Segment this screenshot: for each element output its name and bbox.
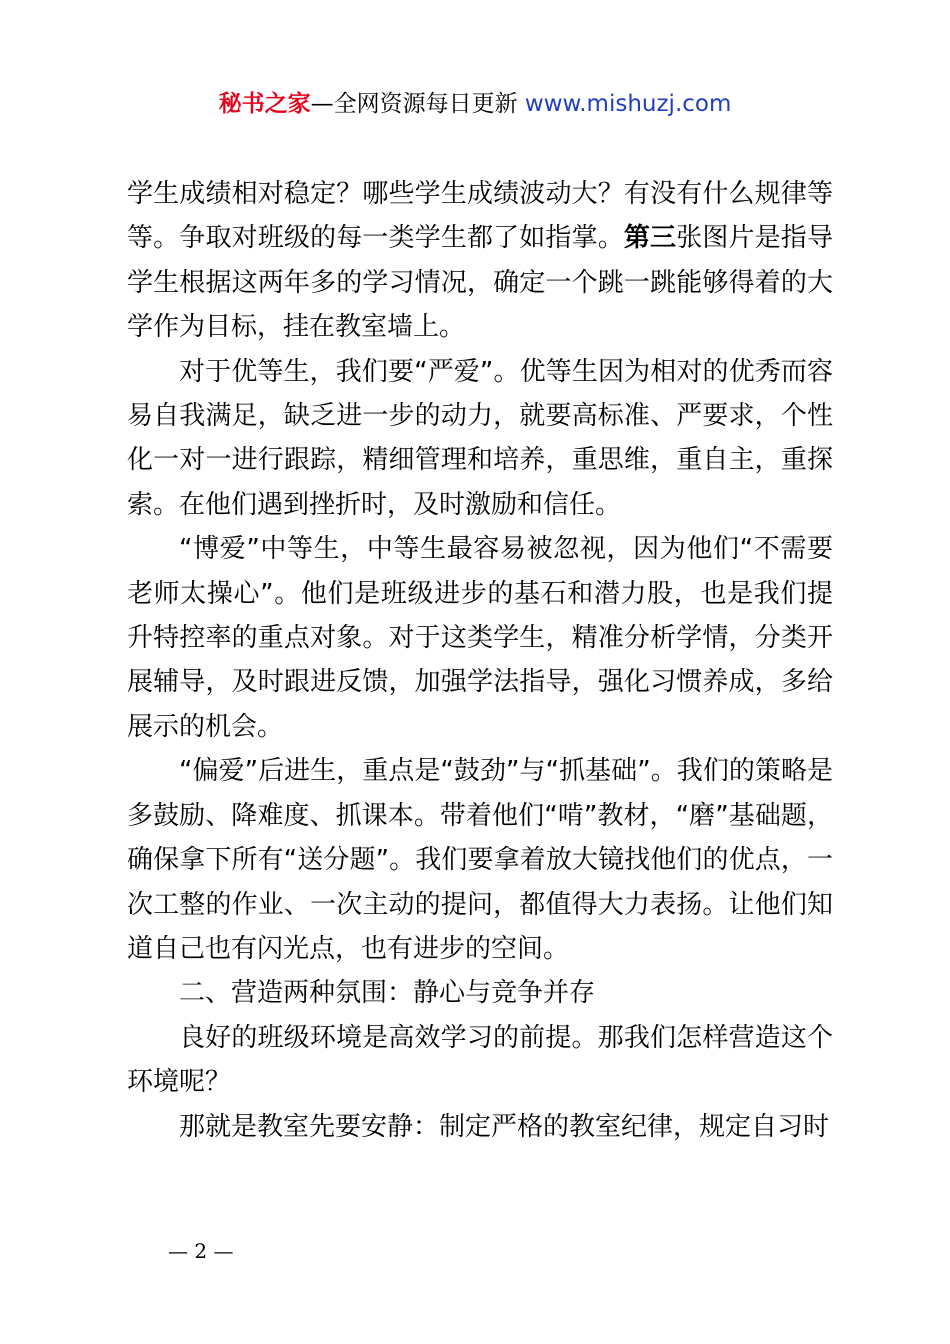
document-body <box>127 172 833 1149</box>
paragraph-lead-bold: 第三 <box>623 223 677 254</box>
paragraph-environment: 良好的班级环境是高效学习的前提。那我们怎样营造这个环境呢？ <box>127 1022 833 1098</box>
section-heading: 二、营造两种氛围：静心与竞争并存 <box>179 978 596 1009</box>
paragraph-struggling-students: “偏爱”后进生，重点是“鼓劲”与“抓基础”。我们的策略是多鼓励、降难度、抓课本。带着他们“啃”教材，“磨”基础题，确保拿下所有“送分题”。我们要拿着放大镜找他们的优点，一次工整的作业、一次主动的提问，都值得大力表扬。让他们知道自己也有闪光点，也有进步的空间。 <box>127 756 833 964</box>
paragraph-text: 学生成绩相对稳定？哪些学生成绩波动大？有没有什么规律等等。争取对班级的每一类学生都了如指掌。 <box>127 179 833 254</box>
paragraph-top-students: 对于优等生，我们要“严爱”。优等生因为相对的优秀而容易自我满足，缺乏进一步的动力，就要高标准、严要求，个性化一对一进行跟踪，精细管理和培养，重思维，重自主，重探索。在他们遇到挫折时，及时激励和信任。 <box>127 356 833 520</box>
paragraph-continuation <box>127 172 833 350</box>
paragraph-text: 张图片是指导学生根据这两年多的学习情况，确定一个跳一跳能够得着的大学作为目标，挂在教室墙上。 <box>127 223 833 343</box>
paragraph-quiet-classroom: 那就是教室先要安静：制定严格的教室纪律，规定自习时 <box>179 1111 830 1142</box>
header-tagline: —全网资源每日更新 <box>310 91 525 117</box>
page-header <box>0 86 950 122</box>
page-number: — 2 — <box>168 1239 234 1263</box>
header-url-link[interactable]: www.mishuzj.com <box>524 91 732 117</box>
brand-name: 秘书之家 <box>218 91 311 117</box>
paragraph-middle-students: “博爱”中等生，中等生最容易被忽视，因为他们“不需要老师太操心”。他们是班级进步的基石和潜力股，也是我们提升特控率的重点对象。对于这类学生，精准分析学情，分类开展辅导，及时跟进反馈，加强学法指导，强化习惯养成，多给展示的机会。 <box>127 534 833 742</box>
